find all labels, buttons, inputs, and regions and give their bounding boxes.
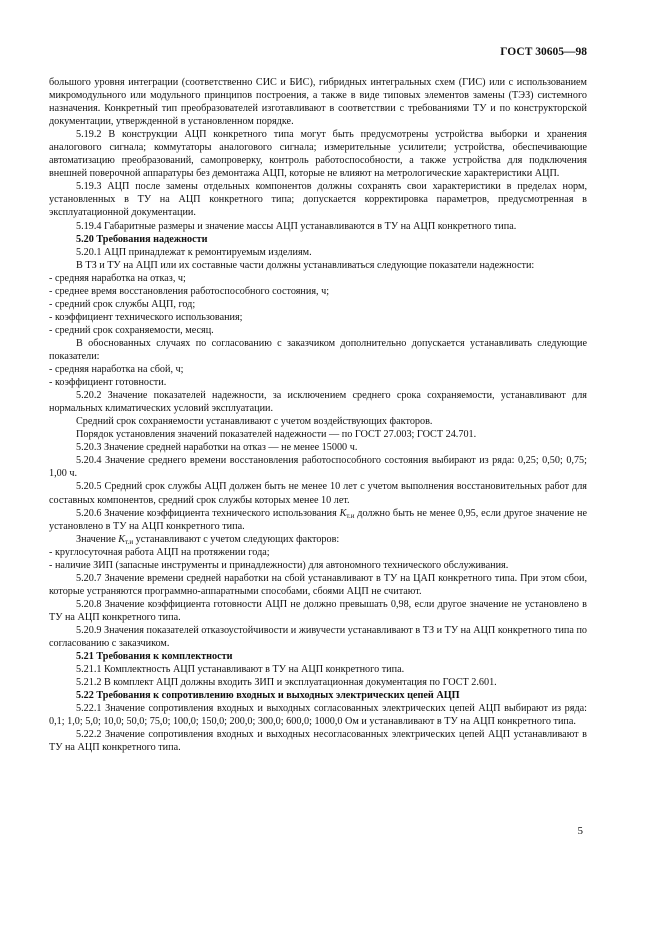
document-body [49, 76, 587, 754]
paragraph: 5.19.2 В конструкции АЦП конкретного типа могут быть предусмотрены устройства выборки и хранения аналогового сигнала; коммутаторы аналогового сигнала; измерительные усилители; устройства, обеспечивающие автоматизацию преобразований, самопроверку, контроль работоспособности, а также устройства для подключения внешней поверочной аппаратуры без демонтажа АЦП, которые не влияют на метрологические характеристики АЦП. [49, 129, 587, 180]
paragraph: В обоснованных случаях по согласованию с заказчиком дополнительно допускается устанавливать следующие показатели: [49, 337, 587, 362]
paragraph: 5.19.3 АЦП после замены отдельных компонентов должны сохранять свои характеристики в пределах норм, установленных в ТУ на АЦП конкретного типа; допускается корректировка параметров, предусмотренная в эксплуатационной документации. [49, 181, 587, 219]
list-item: - средний срок службы АЦП, год; [49, 298, 196, 310]
paragraph: Средний срок сохраняемости устанавливают с учетом воздействующих факторов. [76, 416, 433, 428]
paragraph: 5.21.2 В комплект АЦП должны входить ЗИП и эксплуатационная документация по ГОСТ 2.601. [76, 677, 497, 689]
list-item: - средняя наработка на отказ, ч; [49, 272, 186, 284]
list-item: - круглосуточная работа АЦП на протяжении года; [49, 546, 270, 558]
paragraph: большого уровня интеграции (соответственно СИС и БИС), гибридных интегральных схем (ГИС) или с использованием микромодульного или модульного принципов построения, а также в виде типовых элементов замены (ТЭЗ) системного назначения. Конкретный тип преобразователей изготавливают в соответствии с требованиями ТУ и по конструкторской документации, утвержденной в установленном порядке. [49, 77, 587, 128]
paragraph: 5.22.2 Значение сопротивления входных и выходных несогласованных электрических цепей АЦП устанавливают в ТУ на АЦП конкретного типа. [49, 729, 587, 754]
paragraph: 5.20.9 Значения показателей отказоустойчивости и живучести устанавливают в ТЗ и ТУ на АЦП конкретного типа по согласованию с заказчиком. [49, 624, 587, 650]
paragraph: 5.20.8 Значение коэффициента готовности АЦП не должно превышать 0,98, если другое значение не установлено в ТУ на АЦП конкретного типа. [49, 598, 587, 623]
paragraph: 5.20.2 Значение показателей надежности, за исключением среднего срока сохраняемости, устанавливают для нормальных климатических условий эксплуатации. [49, 390, 587, 415]
paragraph: 5.20.3 Значение средней наработки на отказ — не менее 15000 ч. [76, 442, 358, 454]
paragraph: 5.20.1 АЦП принадлежат к ремонтируемым изделиям. [76, 246, 312, 258]
paragraph: В ТЗ и ТУ на АЦП или их составные части должны устанавливаться следующие показатели надежности: [76, 259, 535, 271]
paragraph: 5.21.1 Комплектность АЦП устанавливают в ТУ на АЦП конкретного типа. [76, 664, 405, 676]
section-heading: 5.21 Требования к комплектности [76, 651, 233, 663]
list-item: - коэффициент готовности. [49, 377, 167, 389]
paragraph: 5.20.5 Средний срок службы АЦП должен быть не менее 10 лет с учетом выполнения восстановительных работ для составных компонентов, средний срок службы которых менее 10 лет. [49, 481, 587, 506]
list-item: - коэффициент технического использования; [49, 311, 243, 323]
paragraph: 5.19.4 Габаритные размеры и значение массы АЦП устанавливаются в ТУ на АЦП конкретного типа. [76, 220, 517, 232]
paragraph: 5.22.1 Значение сопротивления входных и выходных согласованных электрических цепей АЦП выбирают из ряда: 0,1; 1,0; 5,0; 10,0; 50,0; 75,0; 100,0; 150,0; 200,0; 300,0; 600,0; 1000,0 Ом и устанавливают в ТУ на АЦП конкретного типа. [49, 703, 587, 728]
document-header: ГОСТ 30605—98 [500, 46, 587, 58]
paragraph: 5.20.7 Значение времени средней наработки на сбой устанавливают в ТУ на ЦАП конкретного типа. При этом сбои, которые устраняются программно-аппаратными способами, сбоями АЦП не считают. [49, 572, 587, 597]
section-heading: 5.20 Требования надежности [76, 233, 208, 245]
paragraph: 5.20.6 Значение коэффициента технического использования $K_{т.и}$ должно быть не менее 0,95, если другое значение не установлено в ТУ на АЦП конкретного типа. [49, 507, 587, 532]
paragraph: Порядок установления значений показателей надежности — по ГОСТ 27.003; ГОСТ 24.701. [76, 429, 477, 441]
list-item: - средняя наработка на сбой, ч; [49, 364, 184, 376]
list-item: - средний срок сохраняемости, месяц. [49, 324, 214, 336]
section-heading: 5.22 Требования к сопротивлению входных и выходных электрических цепей АЦП [76, 690, 460, 702]
paragraph: Значение $K_{т.и}$ устанавливают с учетом следующих факторов: [76, 533, 340, 546]
list-item: - наличие ЗИП (запасные инструменты и принадлежности) для автономного технического обслуживания. [49, 559, 509, 571]
paragraph: 5.20.4 Значение среднего времени восстановления работоспособного состояния выбирают из ряда: 0,25; 0,50; 0,75; 1,00 ч. [49, 455, 587, 480]
list-item: - среднее время восстановления работоспособного состояния, ч; [49, 285, 330, 297]
page-number: 5 [577, 825, 583, 837]
